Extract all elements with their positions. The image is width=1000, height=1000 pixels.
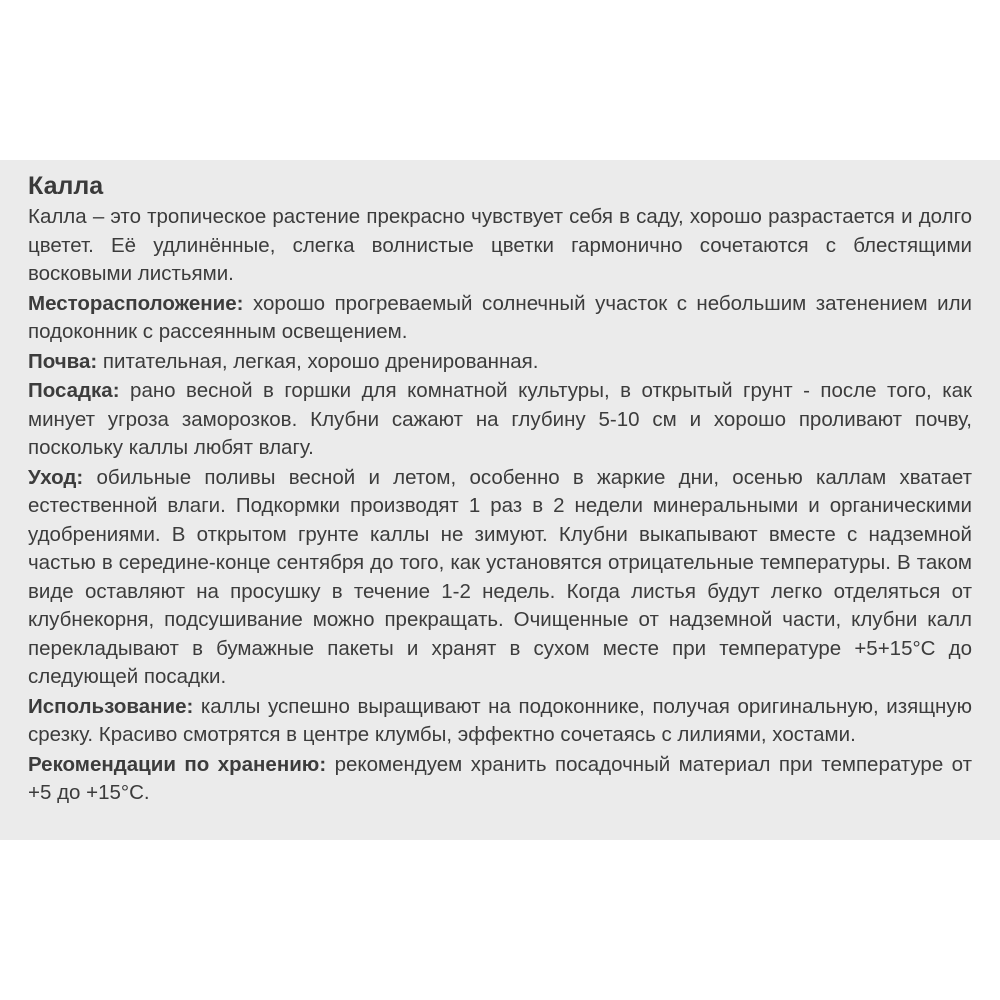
section-heading: Посадка:	[28, 379, 120, 402]
section-heading: Почва:	[28, 349, 98, 373]
section-usage	[28, 693, 972, 750]
section-text: рекомендуем хранить посадочный материал при температуре от +5 до +15°С.	[28, 752, 972, 804]
product-label-card	[0, 160, 1000, 840]
section-planting	[28, 377, 972, 463]
section-text: каллы успешно выращивают на подоконнике, получая оригинальную, изящную срезку. Красиво смотрятся в центре клумбы, эффектно сочетаясь с лилиями, хостами.	[28, 694, 972, 746]
section-location	[28, 290, 972, 347]
section-text: хорошо прогреваемый солнечный участок с небольшим затенением или подоконник с рассеянным освещением.	[28, 291, 972, 343]
section-heading: Уход:	[28, 465, 84, 489]
section-storage	[28, 751, 972, 808]
section-text: рано весной в горшки для комнатной культуры, в открытый грунт - после того, как минует угроза заморозков. Клубни сажают на глубину 5-10 см и хорошо проливают почву, поскольку каллы любят влагу.	[28, 379, 972, 459]
section-soil	[28, 348, 972, 377]
section-heading: Месторасположение:	[28, 291, 244, 315]
section-text: обильные поливы весной и летом, особенно в жаркие дни, осенью каллам хватает естественной влаги. Подкормки производят 1 раз в 2 недели минеральными и органическими удобрениями. В открытом грунте каллы не зимуют. Клубни выкапывают вместе с надземной частью в середине-конце сентября до того, как установятся отрицательные температуры. В таком виде оставляют на просушку в течение 1-2 недель. Когда листья будут легко отделяться от клубнекорня, подсушивание можно прекращать. Очищенные от надземной части, клубни калл перекладывают в бумажные пакеты и хранят в сухом месте при температуре +5+15°С до следующей посадки.	[28, 465, 972, 688]
section-care	[28, 464, 972, 692]
intro-paragraph: Калла – это тропическое растение прекрасно чувствует себя в саду, хорошо разрастается и долго цветет. Её удлинённые, слегка волнистые цветки гармонично сочетаются с блестящими восковыми листьями.	[28, 205, 972, 285]
document-title: Калла	[28, 172, 104, 200]
section-text: питательная, легкая, хорошо дренированная.	[97, 349, 539, 373]
section-heading: Рекомендации по хранению:	[28, 752, 327, 776]
section-heading: Использование:	[28, 694, 194, 718]
